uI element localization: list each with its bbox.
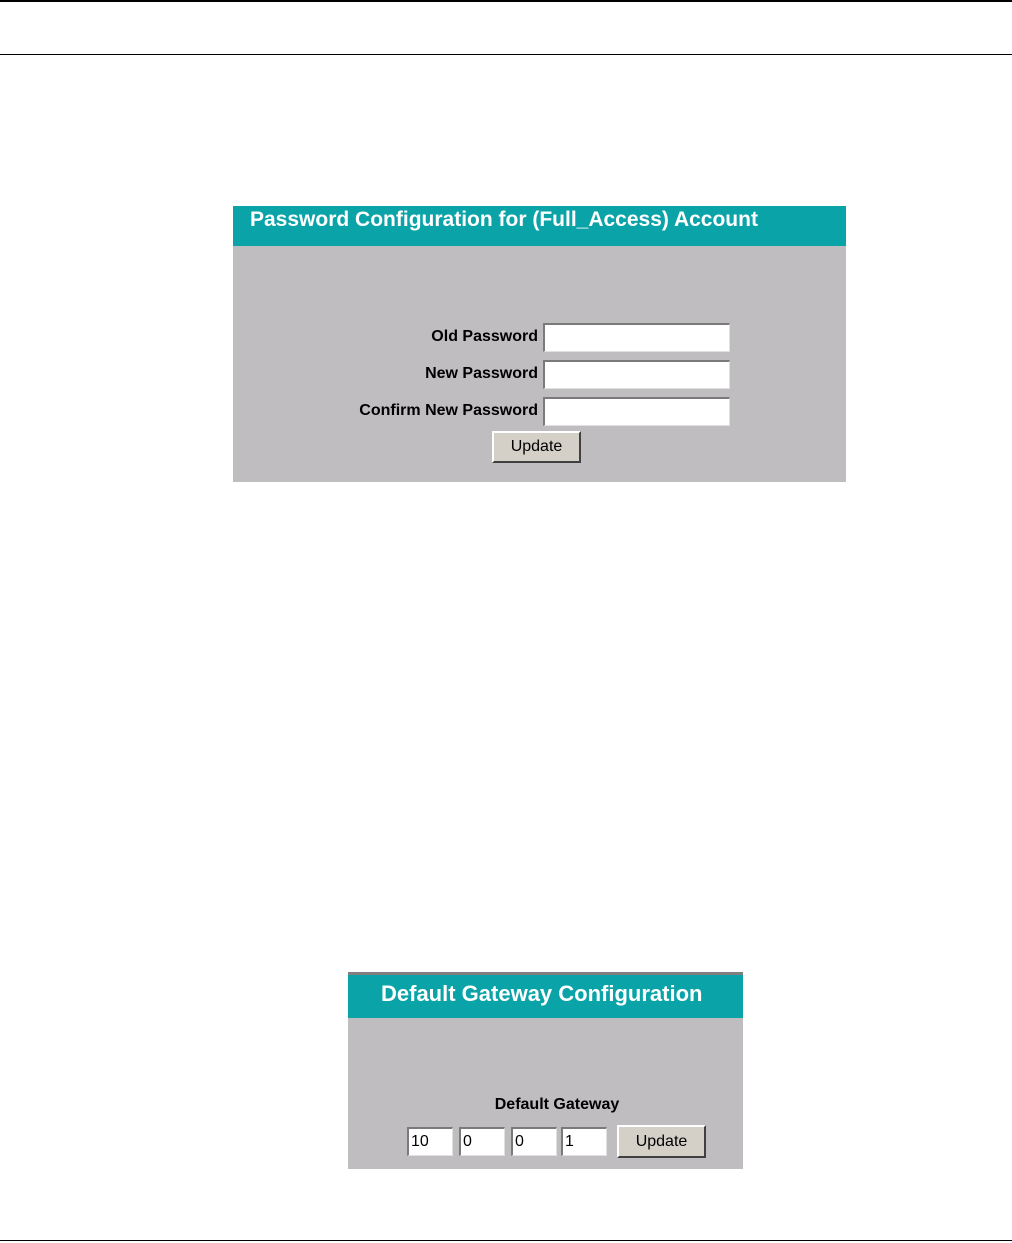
header-divider <box>0 54 1012 55</box>
old-password-input[interactable] <box>543 323 730 352</box>
confirm-new-password-label: Confirm New Password <box>359 402 538 419</box>
gateway-update-button[interactable]: Update <box>617 1125 706 1158</box>
password-configuration-panel <box>233 206 846 482</box>
confirm-new-password-input[interactable] <box>543 397 730 426</box>
gateway-octet-4-input[interactable] <box>561 1127 607 1156</box>
confirm-password-row <box>233 397 846 425</box>
gateway-octet-3-input[interactable] <box>511 1127 557 1156</box>
password-panel-title: Password Configuration for (Full_Access) Account <box>233 206 846 246</box>
old-password-row <box>233 323 846 351</box>
new-password-row <box>233 360 846 388</box>
top-divider <box>0 0 1012 2</box>
new-password-input[interactable] <box>543 360 730 389</box>
gateway-octet-1-input[interactable] <box>407 1127 453 1156</box>
default-gateway-panel <box>348 972 743 1169</box>
old-password-label: Old Password <box>431 328 538 345</box>
footer-divider <box>0 1240 1012 1241</box>
new-password-label: New Password <box>425 365 538 382</box>
gateway-octet-2-input[interactable] <box>459 1127 505 1156</box>
gateway-panel-title: Default Gateway Configuration <box>348 972 743 1018</box>
password-update-button[interactable]: Update <box>492 431 581 463</box>
default-gateway-label: Default Gateway <box>494 1096 620 1113</box>
